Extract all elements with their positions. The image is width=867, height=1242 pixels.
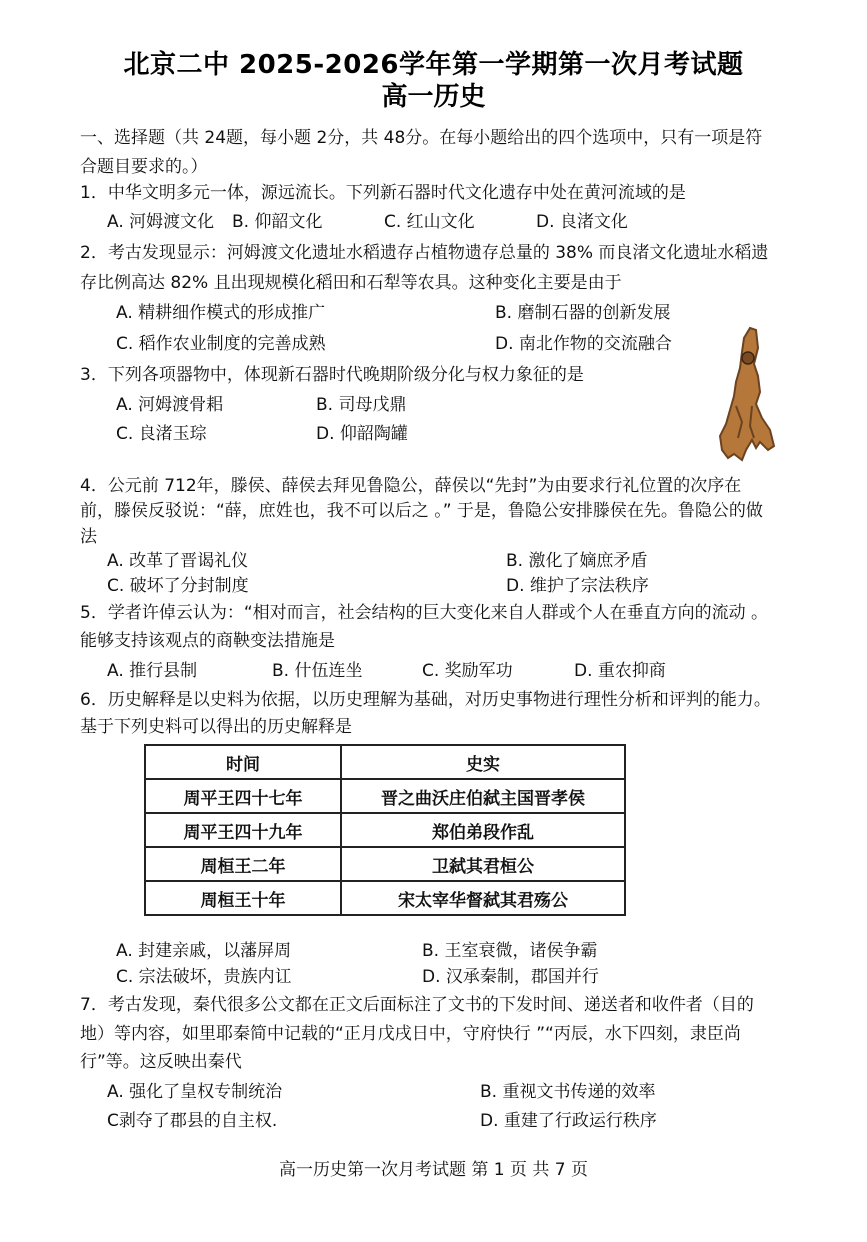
table-cell-time: 周桓王二年	[145, 847, 341, 881]
q4-option-a: A. 改革了晋谒礼仪	[107, 551, 249, 571]
q5-option-a: A. 推行县制	[107, 661, 198, 681]
table-row	[145, 847, 625, 881]
q6-option-b: B. 王室衰微，诸侯争霸	[422, 941, 598, 961]
table-cell-event: 晋之曲沃庄伯弑主国晋孝侯	[341, 779, 625, 813]
exam-subtitle: 高一历史	[381, 82, 486, 112]
q5-option-d: D. 重农抑商	[574, 661, 666, 681]
q2-option-c: C. 稻作农业制度的完善成熟	[116, 334, 326, 354]
table-cell-event: 卫弑其君桓公	[341, 847, 625, 881]
q7-option-b: B. 重视文书传递的效率	[480, 1082, 656, 1102]
q7-option-a: A. 强化了皇权专制统治	[107, 1082, 283, 1102]
q2-stem-line1: 2．考古发现显示：河姆渡文化遗址水稻遗存占植物遗存总量的 38% 而良渚文化遗址水稻遗	[80, 243, 769, 263]
q4-option-b: B. 激化了嫡庶矛盾	[506, 551, 648, 571]
table-cell-time: 周平王四十九年	[145, 813, 341, 847]
page-footer: 高一历史第一次月考试题 第 1 页 共 7 页	[278, 1160, 589, 1180]
q5-option-c: C. 奖励军功	[422, 661, 513, 681]
table-row	[145, 779, 625, 813]
table-cell-time: 周桓王十年	[145, 881, 341, 915]
q3-option-c: C. 良渚玉琮	[116, 424, 207, 444]
q1-option-a: A. 河姆渡文化	[107, 212, 215, 232]
q7-option-c: C剥夺了郡县的自主权.	[107, 1111, 278, 1131]
q5-option-b: B. 什伍连坐	[272, 661, 363, 681]
q7-stem-line2: 地）等内容，如里耶秦简中记载的“正月戊戌日中，守府快行 ”“丙辰，水下四刻，隶臣尚	[80, 1024, 741, 1044]
q3-option-b: B. 司母戊鼎	[316, 395, 407, 415]
section-instructions-line2: 合题目要求的。）	[80, 157, 208, 177]
q3-option-d: D. 仰韶陶罐	[316, 424, 408, 444]
q4-option-c: C. 破坏了分封制度	[107, 576, 249, 596]
q2-option-b: B. 磨制石器的创新发展	[495, 303, 671, 323]
q2-option-d: D. 南北作物的交流融合	[495, 334, 672, 354]
q3-option-a: A. 河姆渡骨耜	[116, 395, 224, 415]
q6-stem-line1: 6．历史解释是以史料为依据，以历史理解为基础，对历史事物进行理性分析和评判的能力。	[80, 690, 771, 710]
table-row	[145, 813, 625, 847]
q1-option-b: B. 仰韶文化	[232, 212, 323, 232]
q4-option-d: D. 维护了宗法秩序	[506, 576, 649, 596]
q1-stem: 1．中华文明多元一体，源远流长。下列新石器时代文化遗存中处在黄河流域的是	[80, 183, 686, 203]
table-header-event: 史实	[341, 745, 625, 779]
exam-title: 北京二中 2025-2026学年第一学期第一次月考试题	[123, 50, 744, 80]
table-row	[145, 881, 625, 915]
table-header-time: 时间	[145, 745, 341, 779]
table-cell-event: 宋太宰华督弑其君殇公	[341, 881, 625, 915]
q6-option-c: C. 宗法破坏，贵族内讧	[116, 967, 292, 987]
q4-stem-line1: 4．公元前 712年，滕侯、薛侯去拜见鲁隐公，薛侯以“先封”为由要求行礼位置的次序在	[80, 476, 742, 496]
q2-option-a: A. 精耕细作模式的形成推广	[116, 303, 326, 323]
q6-stem-line2: 基于下列史料可以得出的历史解释是	[80, 717, 352, 737]
bone-spade-artifact-image	[716, 326, 776, 466]
q7-option-d: D. 重建了行政运行秩序	[480, 1111, 657, 1131]
table-cell-event: 郑伯弟段作乱	[341, 813, 625, 847]
q5-stem-line1: 5．学者许倬云认为：“相对而言，社会结构的巨大变化来自人群或个人在垂直方向的流动 。	[80, 603, 769, 623]
q2-stem-line2: 存比例高达 82% 且出现规模化稻田和石犁等农具。这种变化主要是由于	[80, 273, 622, 293]
q5-stem-line2: 能够支持该观点的商鞅变法措施是	[80, 631, 335, 651]
q6-option-a: A. 封建亲戚，以藩屏周	[116, 941, 292, 961]
q1-option-d: D. 良渚文化	[536, 212, 628, 232]
q1-option-c: C. 红山文化	[384, 212, 475, 232]
q3-stem: 3．下列各项器物中，体现新石器时代晚期阶级分化与权力象征的是	[80, 365, 584, 385]
q4-stem-line3: 法	[80, 527, 97, 547]
section-instructions-line1: 一、选择题（共 24题，每小题 2分，共 48分。在每小题给出的四个选项中，只有一项是符	[80, 128, 763, 148]
table-cell-time: 周平王四十七年	[145, 779, 341, 813]
history-source-table	[144, 744, 626, 916]
q7-stem-line1: 7．考古发现，秦代很多公文都在正文后面标注了文书的下发时间、递送者和收件者（目的	[80, 995, 754, 1015]
q6-option-d: D. 汉承秦制，郡国并行	[422, 967, 599, 987]
q4-stem-line2: 前，滕侯反驳说：“薛，庶姓也，我不可以后之 。” 于是，鲁隐公安排滕侯在先。鲁隐公的做	[80, 501, 763, 521]
q7-stem-line3: 行”等。这反映出秦代	[80, 1052, 242, 1072]
